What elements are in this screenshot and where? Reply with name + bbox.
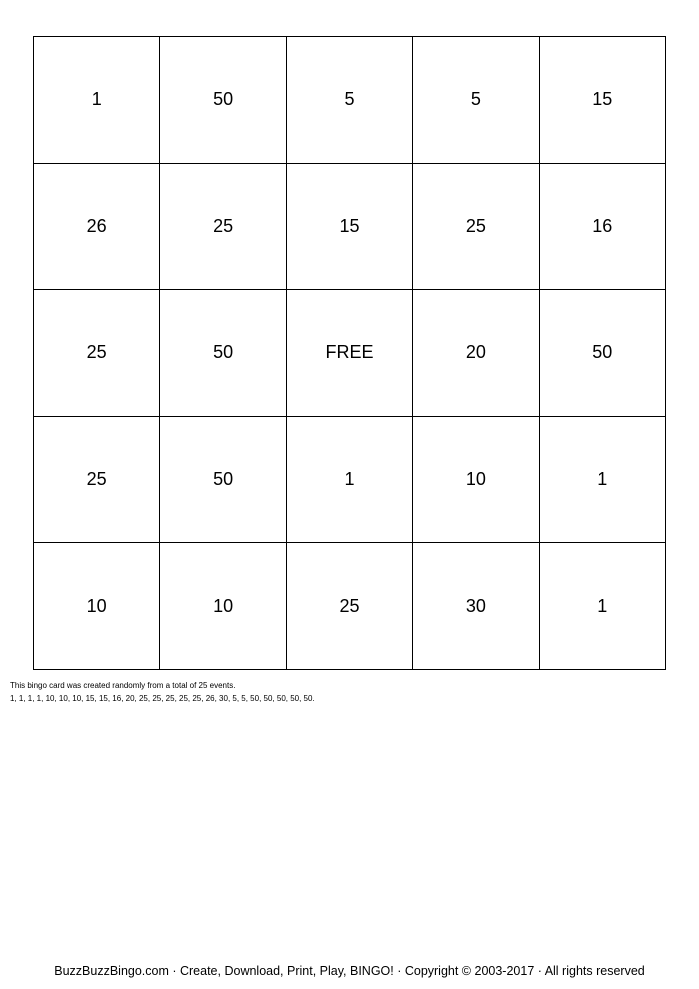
bingo-cell: 25 <box>287 543 413 670</box>
bingo-cell: 1 <box>287 417 413 544</box>
bingo-cell: 50 <box>160 417 286 544</box>
bingo-cell: 1 <box>540 543 666 670</box>
bingo-cell: 30 <box>413 543 539 670</box>
bingo-cell: 20 <box>413 290 539 417</box>
bingo-cell: 5 <box>287 37 413 164</box>
bingo-cell: 10 <box>413 417 539 544</box>
bingo-free-cell: FREE <box>287 290 413 417</box>
bingo-cell: 50 <box>540 290 666 417</box>
bingo-cell: 26 <box>34 164 160 291</box>
bingo-cell: 1 <box>34 37 160 164</box>
bingo-cell: 10 <box>34 543 160 670</box>
bingo-cell: 5 <box>413 37 539 164</box>
bingo-cell: 25 <box>160 164 286 291</box>
card-summary-note: This bingo card was created randomly from a total of 25 events. <box>10 681 236 690</box>
bingo-cell: 25 <box>34 417 160 544</box>
bingo-card <box>33 36 666 670</box>
event-list-note: 1, 1, 1, 1, 10, 10, 10, 15, 15, 16, 20, 25, 25, 25, 25, 25, 26, 30, 5, 5, 50, 50, 50, 50, 50. <box>10 694 315 703</box>
bingo-cell: 1 <box>540 417 666 544</box>
page-footer: BuzzBuzzBingo.com · Create, Download, Print, Play, BINGO! · Copyright © 2003-2017 · All rights reserved <box>54 964 645 978</box>
bingo-cell: 16 <box>540 164 666 291</box>
bingo-cell: 50 <box>160 37 286 164</box>
bingo-cell: 15 <box>540 37 666 164</box>
bingo-cell: 10 <box>160 543 286 670</box>
bingo-cell: 25 <box>34 290 160 417</box>
bingo-cell: 50 <box>160 290 286 417</box>
bingo-cell: 15 <box>287 164 413 291</box>
bingo-cell: 25 <box>413 164 539 291</box>
